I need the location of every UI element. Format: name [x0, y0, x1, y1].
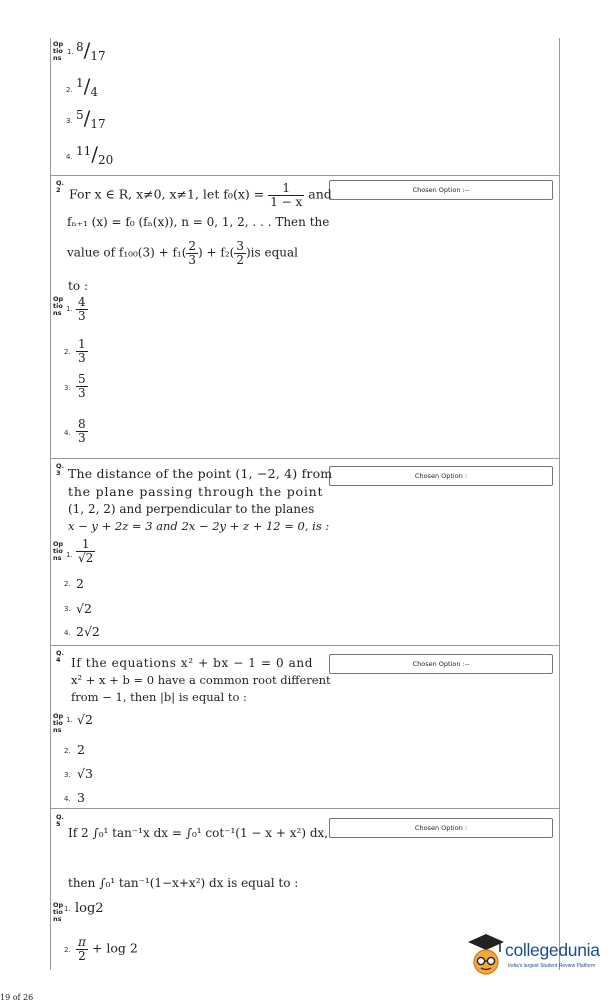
- q3-option-1: $\frac{1}{√2}$: [78, 537, 94, 565]
- q2-option-1: $\frac{4}{3}$: [78, 295, 86, 323]
- question-number: Q. 4: [56, 649, 64, 664]
- options-label: Op tio ns: [53, 295, 64, 317]
- options-label: Op tio ns: [53, 901, 64, 923]
- option-number: 4.: [64, 795, 71, 803]
- q3-line3: (1, 2, 2) and perpendicular to the planes: [68, 502, 315, 516]
- option-3-value: $^5/_{17}$: [76, 106, 106, 131]
- q4-option-4: 3: [77, 790, 85, 805]
- question-number: Q. 5: [56, 813, 64, 828]
- graduate-icon: [466, 932, 506, 978]
- q5-option-1: log2: [75, 901, 104, 916]
- q2-option-2: $\frac{1}{3}$: [78, 337, 86, 365]
- q4-line2: x² + x + b = 0 have a common root different: [71, 673, 331, 687]
- q3-line4: x − y + 2z = 3 and 2x − 2y + z + 12 = 0, is :: [68, 519, 330, 533]
- option-number: 1.: [67, 48, 74, 56]
- option-number: 3.: [66, 117, 73, 125]
- options-label: Op tio ns: [53, 540, 64, 562]
- q5-line2: then ∫₀¹ tan⁻¹(1−x+x²) dx is equal to :: [68, 876, 299, 890]
- option-number: 2.: [64, 348, 71, 356]
- q2-line2: fₙ₊₁ (x) = f₀ (fₙ(x)), n = 0, 1, 2, . . . Then the: [67, 215, 330, 229]
- question-number: Q. 2: [56, 179, 64, 194]
- option-number: 1.: [66, 551, 73, 559]
- q3-option-3: √2: [76, 601, 92, 616]
- option-number: 4.: [66, 153, 73, 161]
- chosen-option-box: Chosen Option :: [329, 818, 553, 838]
- q2-option-4: $\frac{8}{3}$: [78, 417, 86, 445]
- option-number: 4.: [64, 629, 71, 637]
- option-number: 3.: [64, 771, 71, 779]
- option-number: 2.: [64, 747, 71, 755]
- q3-line1: The distance of the point (1, −2, 4) from: [68, 466, 333, 481]
- divider: [50, 458, 559, 459]
- divider: [50, 175, 559, 176]
- option-1-value: $^8/_{17}$: [76, 38, 106, 63]
- q4-option-2: 2: [77, 742, 85, 757]
- collegedunia-logo: [466, 930, 612, 984]
- q2-line3: value of f₁₀₀(3) + f₁( $\frac{2}{3}$ ) + f₂( $\frac{3}{2}$ )is equal: [67, 239, 298, 267]
- q2-line4: to :: [68, 279, 88, 293]
- options-label: Op tio ns: [53, 40, 64, 62]
- q5-option-2: $\frac{\pi}{2}$ + log 2: [78, 935, 138, 963]
- options-label: Op tio ns: [53, 712, 64, 734]
- option-number: 1.: [64, 905, 71, 913]
- q3-option-2: 2: [76, 576, 84, 591]
- q4-option-3: √3: [77, 766, 93, 781]
- option-number: 1.: [66, 716, 73, 724]
- logo-wordmark: collegedunia: [505, 940, 600, 960]
- option-number: 3.: [64, 384, 71, 392]
- q3-option-4: 2√2: [76, 624, 100, 639]
- q4-option-1: √2: [77, 712, 93, 727]
- chosen-option-box: Chosen Option :--: [329, 180, 553, 200]
- q3-line2: the plane passing through the point: [68, 484, 324, 499]
- divider: [50, 808, 559, 809]
- question-number: Q. 3: [56, 462, 64, 477]
- option-number: 2.: [66, 86, 73, 94]
- q2-option-3: $\frac{5}{3}$: [78, 372, 86, 400]
- option-number: 4.: [64, 429, 71, 437]
- option-number: 1.: [66, 305, 73, 313]
- logo-tagline: India's largest Student Review Platform: [508, 963, 596, 969]
- page-number: 19 of 26: [0, 993, 34, 1002]
- option-number: 2.: [64, 580, 71, 588]
- divider: [50, 645, 559, 646]
- q4-line1: If the equations x² + bx − 1 = 0 and: [71, 656, 314, 670]
- option-number: 3.: [64, 605, 71, 613]
- option-4-value: $^{11}/_{20}$: [76, 142, 114, 167]
- option-number: 2.: [64, 946, 71, 954]
- q2-line1: For x ∈ R, x≠0, x≠1, let f₀(x) = $\frac{1}{1 - x}$ and: [69, 181, 332, 209]
- chosen-option-box: Chosen Option :: [329, 466, 553, 486]
- q5-line1: If 2 ∫₀¹ tan⁻¹x dx = ∫₀¹ cot⁻¹(1 − x + x²) dx,: [68, 826, 329, 840]
- option-2-value: $^1/_4$: [76, 74, 99, 99]
- q4-line3: from − 1, then |b| is equal to :: [71, 690, 247, 704]
- chosen-option-box: Chosen Option :--: [329, 654, 553, 674]
